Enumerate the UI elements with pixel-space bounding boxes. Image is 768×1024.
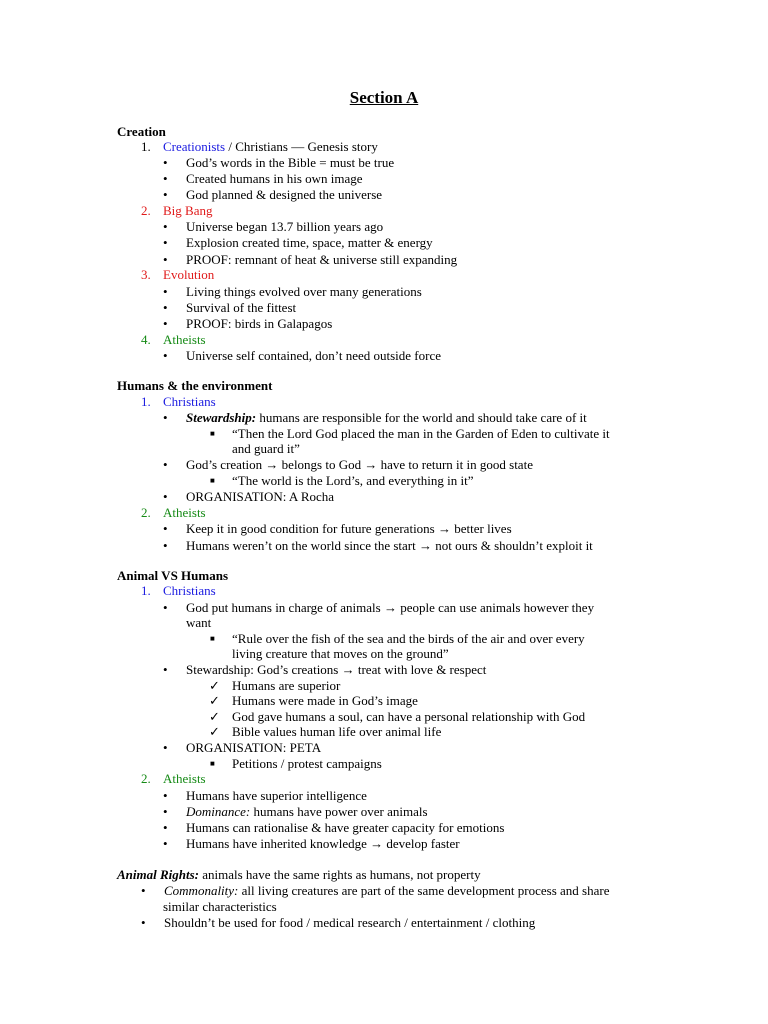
check-text: Humans were made in God’s image xyxy=(232,693,418,708)
label-atheists: Atheists xyxy=(163,771,206,786)
bullet-text: Humans have inherited knowledge → develop faster xyxy=(186,836,460,851)
item-number: 1. xyxy=(141,583,151,598)
square-bullet-icon: ■ xyxy=(210,429,215,438)
label-creationists: Creationists xyxy=(163,139,226,154)
bullet-text: Stewardship: God’s creations → treat with love & respect xyxy=(186,662,487,677)
bullet-text: PROOF: birds in Galapagos xyxy=(186,316,333,331)
bullet-item xyxy=(163,457,533,472)
bullet-icon: • xyxy=(163,219,168,234)
sub-item xyxy=(210,426,610,441)
bullet-item xyxy=(163,820,504,835)
page-title: Section A xyxy=(349,88,419,107)
bullet-continuation: want xyxy=(186,615,212,630)
quote-continuation: and guard it” xyxy=(232,441,300,456)
check-item xyxy=(209,693,418,708)
square-bullet-icon: ■ xyxy=(210,476,215,485)
bullet-text: Living things evolved over many generations xyxy=(186,284,422,299)
bullet-item xyxy=(163,521,512,536)
item-number: 2. xyxy=(141,203,151,218)
list-item xyxy=(141,394,216,409)
item-number: 4. xyxy=(141,332,151,347)
item-number: 2. xyxy=(141,505,151,520)
bullet-item xyxy=(163,740,321,755)
bullet-text: God’s words in the Bible = must be true xyxy=(186,155,395,170)
bullet-icon: • xyxy=(163,252,168,267)
bullet-text: humans have power over animals xyxy=(250,804,428,819)
item-number: 2. xyxy=(141,771,151,786)
bullet-icon: • xyxy=(163,521,168,536)
label-christians-genesis: / Christians — Genesis story xyxy=(225,139,378,154)
bullet-icon: • xyxy=(163,155,168,170)
bullet-item xyxy=(163,348,441,363)
bullet-item xyxy=(163,489,334,504)
bullet-item xyxy=(163,300,296,315)
bullet-icon: • xyxy=(163,538,168,553)
bullet-item xyxy=(163,600,594,615)
list-item xyxy=(141,505,206,520)
list-item xyxy=(141,332,206,347)
bullet-text: God planned & designed the universe xyxy=(186,187,383,202)
check-icon: ✓ xyxy=(209,724,220,739)
bullet-item xyxy=(163,171,363,186)
bullet-icon: • xyxy=(163,740,168,755)
bullet-icon: • xyxy=(163,235,168,250)
bullet-icon: • xyxy=(163,187,168,202)
bullet-text: Humans have superior intelligence xyxy=(186,788,367,803)
heading-animals: Animal VS Humans xyxy=(117,568,229,583)
label-christians: Christians xyxy=(163,583,216,598)
bullet-icon: • xyxy=(141,915,146,930)
term-stewardship: Stewardship: xyxy=(186,410,257,425)
bullet-text: God put humans in charge of animals → people can use animals however they xyxy=(186,600,595,615)
bullet-icon: • xyxy=(141,883,146,898)
quote-text: “Then the Lord God placed the man in the Garden of Eden to cultivate it xyxy=(232,426,610,441)
list-item xyxy=(141,203,212,218)
bullet-item xyxy=(163,804,428,819)
bullet-icon: • xyxy=(163,457,168,472)
label-big-bang: Big Bang xyxy=(163,203,213,218)
heading-environment: Humans & the environment xyxy=(117,378,273,393)
bullet-text: Shouldn’t be used for food / medical research / entertainment / clothing xyxy=(164,915,536,930)
bullet-text: Universe self contained, don’t need outside force xyxy=(186,348,441,363)
bullet-text: Created humans in his own image xyxy=(186,171,363,186)
bullet-text: Humans weren’t on the world since the start → not ours & shouldn’t exploit it xyxy=(186,538,593,553)
bullet-item xyxy=(163,219,383,234)
bullet-text: humans are responsible for the world and should take care of it xyxy=(256,410,587,425)
bullet-text: Humans can rationalise & have greater capacity for emotions xyxy=(186,820,505,835)
definition-text: animals have the same rights as humans, not property xyxy=(199,867,481,882)
check-item xyxy=(209,678,340,693)
bullet-icon: • xyxy=(163,410,168,425)
bullet-text: PROOF: remnant of heat & universe still expanding xyxy=(186,252,458,267)
bullet-text: ORGANISATION: A Rocha xyxy=(186,489,335,504)
bullet-continuation: similar characteristics xyxy=(163,899,277,914)
bullet-icon: • xyxy=(163,788,168,803)
bullet-icon: • xyxy=(163,820,168,835)
bullet-icon: • xyxy=(163,836,168,851)
check-text: Bible values human life over animal life xyxy=(232,724,442,739)
square-bullet-icon: ■ xyxy=(210,634,215,643)
heading-animal-rights: Animal Rights: xyxy=(117,867,199,882)
bullet-icon: • xyxy=(163,662,168,677)
quote-text: “Rule over the fish of the sea and the birds of the air and over every xyxy=(232,631,585,646)
item-number: 3. xyxy=(141,267,151,282)
bullet-text: all living creatures are part of the same development process and share xyxy=(238,883,610,898)
bullet-icon: • xyxy=(163,489,168,504)
bullet-item xyxy=(163,284,422,299)
bullet-icon: • xyxy=(163,316,168,331)
bullet-text: Survival of the fittest xyxy=(186,300,297,315)
bullet-text: Universe began 13.7 billion years ago xyxy=(186,219,384,234)
bullet-item xyxy=(163,836,460,851)
item-number: 1. xyxy=(141,394,151,409)
quote-continuation: living creature that moves on the ground” xyxy=(232,646,449,661)
term-dominance: Dominance: xyxy=(186,804,251,819)
bullet-item xyxy=(163,187,382,202)
term-commonality: Commonality: xyxy=(164,883,239,898)
bullet-item xyxy=(163,410,587,425)
bullet-item xyxy=(141,915,535,930)
bullet-icon: • xyxy=(163,600,168,615)
label-evolution: Evolution xyxy=(163,267,215,282)
list-item xyxy=(141,771,206,786)
label-christians: Christians xyxy=(163,394,216,409)
label-atheists: Atheists xyxy=(163,505,206,520)
sub-item xyxy=(210,473,474,488)
bullet-text: ORGANISATION: PETA xyxy=(186,740,322,755)
list-item xyxy=(141,267,214,282)
bullet-item xyxy=(163,252,457,267)
label-atheists: Atheists xyxy=(163,332,206,347)
list-item xyxy=(141,583,216,598)
bullet-icon: • xyxy=(163,348,168,363)
bullet-item xyxy=(163,538,593,553)
bullet-item xyxy=(163,155,394,170)
bullet-icon: • xyxy=(163,284,168,299)
bullet-item xyxy=(163,788,367,803)
bullet-item xyxy=(163,316,332,331)
check-icon: ✓ xyxy=(209,693,220,708)
bullet-text: Explosion created time, space, matter & energy xyxy=(186,235,433,250)
bullet-icon: • xyxy=(163,804,168,819)
bullet-text: God’s creation → belongs to God → have to return it in good state xyxy=(186,457,533,472)
check-text: God gave humans a soul, can have a personal relationship with God xyxy=(232,709,586,724)
item-number: 1. xyxy=(141,139,151,154)
check-item xyxy=(209,709,585,724)
check-text: Humans are superior xyxy=(232,678,341,693)
heading-creation: Creation xyxy=(117,124,166,139)
animal-rights-line xyxy=(117,867,481,882)
sub-text: Petitions / protest campaigns xyxy=(232,756,382,771)
check-icon: ✓ xyxy=(209,678,220,693)
square-bullet-icon: ■ xyxy=(210,759,215,768)
check-icon: ✓ xyxy=(209,709,220,724)
bullet-text: Keep it in good condition for future generations → better lives xyxy=(186,521,512,536)
sub-item xyxy=(210,631,585,646)
bullet-icon: • xyxy=(163,300,168,315)
check-item xyxy=(209,724,441,739)
bullet-item xyxy=(141,883,609,898)
bullet-item xyxy=(163,662,486,677)
sub-item xyxy=(210,756,382,771)
bullet-item xyxy=(163,235,433,250)
list-item xyxy=(141,139,378,154)
quote-text: “The world is the Lord’s, and everything in it” xyxy=(232,473,474,488)
bullet-icon: • xyxy=(163,171,168,186)
